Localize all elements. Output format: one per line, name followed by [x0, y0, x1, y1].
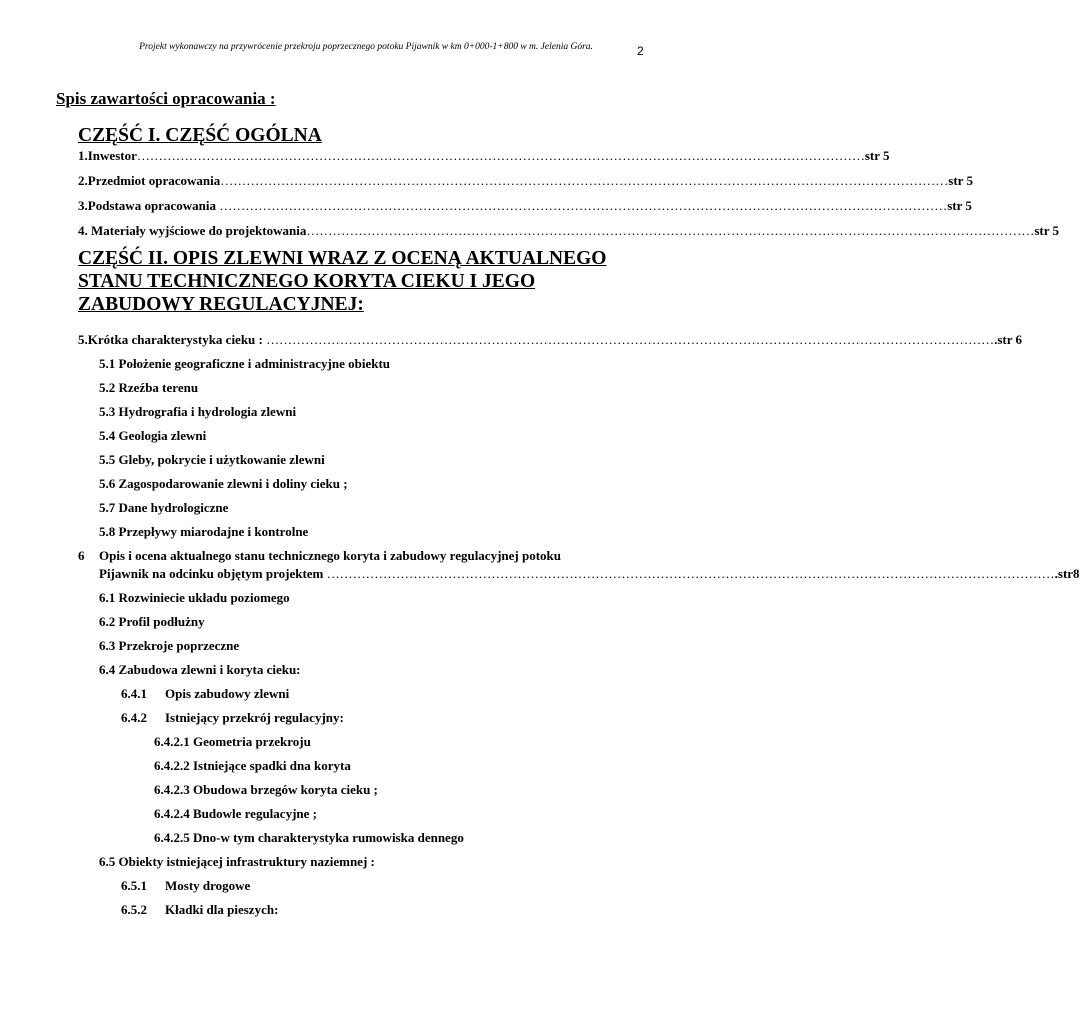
toc-entry-label: Pijawnik na odcinku objętym projektem	[99, 566, 324, 581]
part2-heading-line: ZABUDOWY REGULACYJNEJ:	[78, 294, 364, 315]
dot-leader: ……………………………………………………………………………………………………………………………………………………	[306, 223, 1035, 238]
toc-entry	[78, 198, 972, 214]
toc-subentry: 5.8 Przepływy miarodajne i kontrolne	[99, 524, 309, 539]
toc-entry-label: 4. Materiały wyjściowe do projektowania	[78, 223, 307, 238]
toc-subentry: 6.3 Przekroje poprzeczne	[99, 638, 240, 653]
toc-entry-page: str 5	[948, 173, 973, 188]
toc-subentry: Mosty drogowe	[165, 878, 251, 893]
toc-entry	[78, 223, 1059, 239]
toc-subentry-number: 6.4.1	[121, 686, 147, 701]
toc-subentry: 6.4 Zabudowa zlewni i koryta cieku:	[99, 662, 301, 677]
dot-leader: ……………………………………………………………………………………………………………………………………………………	[323, 566, 1055, 581]
toc-subentry: 5.5 Gleby, pokrycie i użytkowanie zlewni	[99, 452, 325, 467]
part2-heading-line: CZĘŚĆ II. OPIS ZLEWNI WRAZ Z OCENĄ AKTUALNEGO	[78, 248, 607, 269]
toc-entry-label: 3.Podstawa opracowania	[78, 198, 216, 213]
toc-subentry: Opis zabudowy zlewni	[165, 686, 290, 701]
toc-entry-label: 2.Przedmiot opracowania	[78, 173, 221, 188]
contents-title: Spis zawartości opracowania :	[56, 89, 276, 108]
toc-subentry: 6.2 Profil podłużny	[99, 614, 205, 629]
part2-heading-line: STANU TECHNICZNEGO KORYTA CIEKU I JEGO	[78, 271, 536, 292]
toc-subentry: 6.4.2.1 Geometria przekroju	[154, 734, 311, 749]
toc-entry	[99, 566, 1080, 582]
toc-subentry: 6.4.2.4 Budowle regulacyjne ;	[154, 806, 317, 821]
toc-subentry: 6.4.2.3 Obudowa brzegów koryta cieku ;	[154, 782, 378, 797]
toc-entry	[78, 173, 973, 189]
toc-subentry: 5.3 Hydrografia i hydrologia zlewni	[99, 404, 297, 419]
toc-subentry-number: 6.4.2	[121, 710, 147, 725]
toc-entry-page: str 5	[947, 198, 972, 213]
toc-subentry: 6.5 Obiekty istniejącej infrastruktury naziemnej :	[99, 854, 375, 869]
toc-subentry: 6.4.2.5 Dno-w tym charakterystyka rumowiska dennego	[154, 830, 464, 845]
toc-subentry: 5.1 Położenie geograficzne i administracyjne obiektu	[99, 356, 391, 371]
toc-subentry-number: 6.5.2	[121, 902, 147, 917]
page-number: 2	[637, 44, 644, 58]
part1-heading: CZĘŚĆ I. CZĘŚĆ OGÓLNA	[78, 125, 322, 146]
toc-entry-page: .str 6	[994, 332, 1023, 347]
toc-entry-page: str 5	[864, 148, 890, 163]
toc-subentry: Kładki dla pieszych:	[165, 902, 279, 917]
toc-subentry: 6.4.2.2 Istniejące spadki dna koryta	[154, 758, 351, 773]
toc-entry-page: str 5	[1034, 223, 1059, 238]
toc-entry-label: 5.Krótka charakterystyka cieku :	[78, 332, 263, 347]
toc-subentry: 5.7 Dane hydrologiczne	[99, 500, 229, 515]
toc-entry-number: 6	[78, 548, 85, 563]
toc-entry	[78, 332, 1023, 348]
toc-entry-label: 1.Inwestor	[78, 148, 137, 163]
toc-subentry: 5.4 Geologia zlewni	[99, 428, 207, 443]
toc-subentry: 5.6 Zagospodarowanie zlewni i doliny cieku ;	[99, 476, 348, 491]
toc-subentry: 5.2 Rzeźba terenu	[99, 380, 199, 395]
running-header: Projekt wykonawczy na przywrócenie przekroju poprzecznego potoku Pijawnik w km 0+000-1+800 w m. Jelenia Góra.	[139, 42, 593, 52]
toc-subentry: Istniejący przekrój regulacyjny:	[165, 710, 344, 725]
dot-leader: ……………………………………………………………………………………………………………………………………………………	[220, 173, 949, 188]
dot-leader: ……………………………………………………………………………………………………………………………………………………	[136, 148, 865, 163]
toc-entry-label: Opis i ocena aktualnego stanu technicznego koryta i zabudowy regulacyjnej potoku	[99, 548, 562, 563]
toc-entry	[78, 148, 890, 164]
dot-leader: ……………………………………………………………………………………………………………………………………………………	[262, 332, 995, 347]
toc-entry-page: .str8	[1054, 566, 1080, 581]
toc-subentry: 6.1 Rozwiniecie układu poziomego	[99, 590, 290, 605]
toc-subentry-number: 6.5.1	[121, 878, 147, 893]
dot-leader: ……………………………………………………………………………………………………………………………………………………	[215, 198, 948, 213]
